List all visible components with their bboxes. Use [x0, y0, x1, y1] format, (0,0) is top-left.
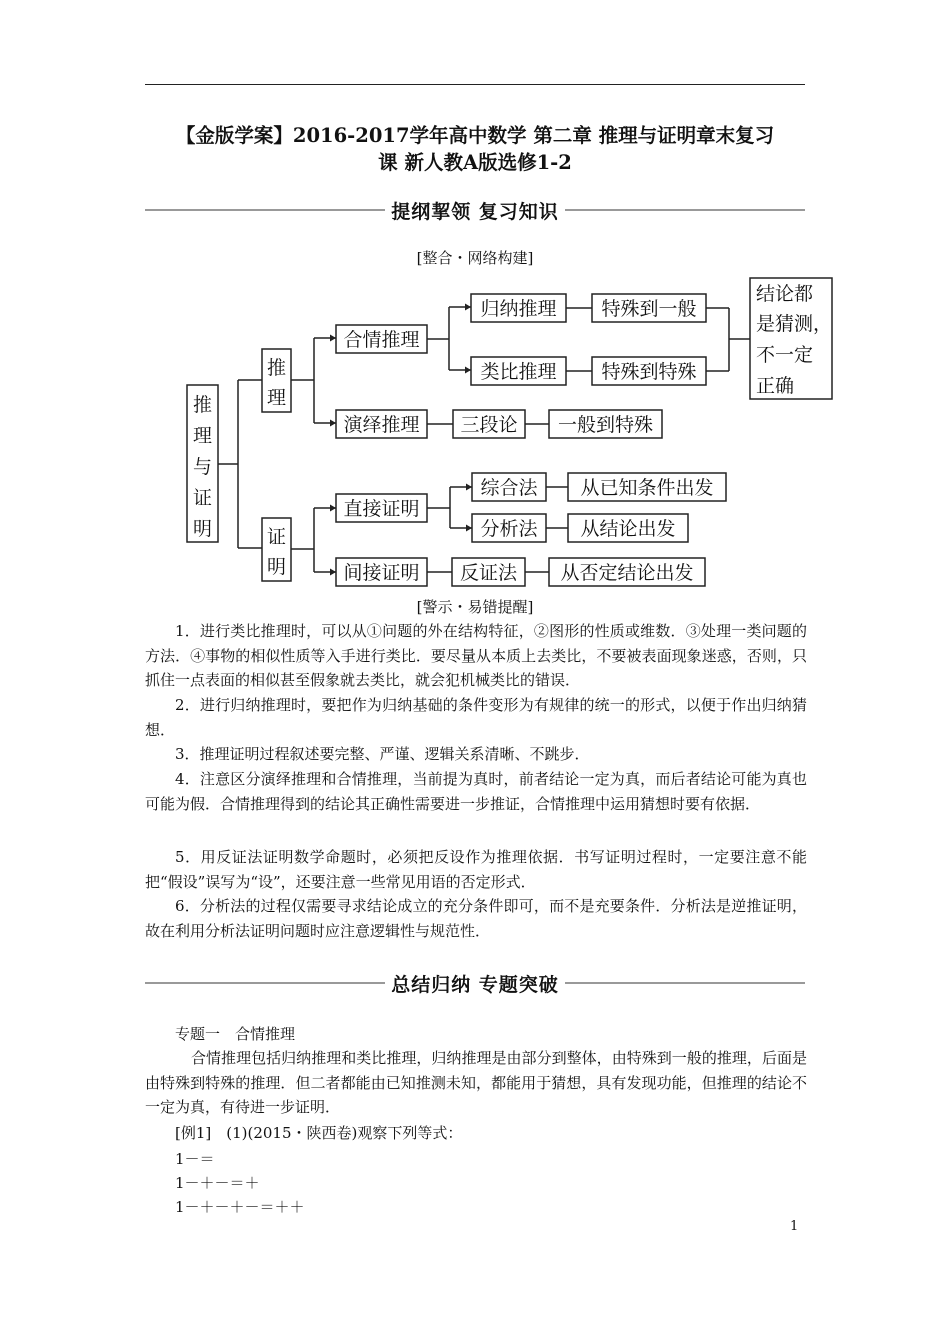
conclusion-note-line-2: 是猜测， — [756, 313, 833, 335]
special-to-special-label: 特殊到特殊 — [601, 361, 697, 383]
conclusion-note-line-4: 正确 — [756, 375, 795, 397]
heading-rule-right — [565, 982, 805, 984]
reasoning-char-2: 理 — [266, 387, 287, 409]
section-heading-summary — [145, 968, 805, 998]
proof-char-2: 明 — [266, 556, 287, 578]
warning-item-1: 1．进行类比推理时，可以从①问题的外在结构特征，②图形的性质或维数．③处理一类问题的方法．④事物的相似性质等入手进行类比．要尽量从本质上去类比，不要被表面现象迷惑，否则，只抓住一点表面的相似甚至假象就去类比，就会犯机械类比的错误． — [145, 622, 807, 689]
warning-item-3: 3．推理证明过程叙述要完整、严谨、逻辑关系清晰、不跳步． — [175, 745, 590, 763]
section-heading-text: 提纲挈领 复习知识 — [391, 200, 559, 223]
root-char-3: 与 — [192, 456, 213, 478]
heading-rule-left — [145, 982, 385, 984]
root-char-4: 证 — [192, 487, 213, 509]
warning-item-6: 6．分析法的过程仅需要寻求结论成立的充分条件即可，而不是充要条件．分析法是逆推证明，故在利用分析法证明问题时应注意逻辑性与规范性． — [145, 897, 807, 940]
equation-3: 1－＋－＋－＝＋＋ — [175, 1198, 305, 1216]
analytic-method-label: 分析法 — [480, 518, 538, 540]
root-char-2: 理 — [192, 425, 213, 447]
equation-2: 1－＋－＝＋ — [175, 1174, 260, 1192]
direct-proof-label: 直接证明 — [343, 498, 420, 520]
root-char-1: 推 — [192, 394, 213, 416]
conclusion-note-line-1: 结论都 — [756, 283, 814, 305]
indirect-proof-label: 间接证明 — [343, 562, 420, 584]
conclusion-note-line-3: 不一定 — [756, 344, 814, 366]
equation-1: 1－＝ — [175, 1150, 215, 1168]
contradiction-method-label: 反证法 — [459, 562, 518, 584]
deductive-label: 演绎推理 — [343, 414, 420, 436]
from-known-label: 从已知条件出发 — [580, 477, 714, 499]
plausible-label: 合情推理 — [343, 329, 420, 351]
document-title-line-2: 课 新人教A版选修1-2 — [378, 151, 572, 174]
syllogism-label: 三段论 — [460, 414, 518, 436]
from-conclusion-label: 从结论出发 — [580, 518, 676, 540]
topic-intro-paragraph: 合情推理包括归纳推理和类比推理，归纳推理是由部分到整体，由特殊到一般的推理，后面是由特殊到特殊的推理．但二者都能由已知推测未知，都能用于猜想，具有发现功能，但推理的结论不一定为真，有待进一步证明． — [145, 1049, 807, 1116]
section-heading-text: 总结归纳 专题突破 — [391, 973, 559, 996]
document-title-line-1: 【金版学案】2016-2017学年高中数学 第二章 推理与证明章末复习 — [175, 124, 775, 147]
knowledge-network-diagram — [0, 0, 950, 600]
special-to-general-label: 特殊到一般 — [601, 298, 697, 320]
proof-char-1: 证 — [266, 526, 287, 548]
synthetic-method-label: 综合法 — [480, 477, 538, 499]
warning-item-2: 2．进行归纳推理时，要把作为归纳基础的条件变形为有规律的统一的形式，以便于作出归纳猜想． — [145, 696, 807, 739]
inductive-label: 归纳推理 — [480, 298, 557, 320]
page-number: 1 — [790, 1219, 799, 1234]
warning-item-5: 5．用反证法证明数学命题时，必须把反设作为推理依据．书写证明过程时，一定要注意不能把“假设”误写为“设”，还要注意一些常见用语的否定形式． — [145, 848, 807, 891]
topic-heading: 专题一 合情推理 — [175, 1025, 296, 1043]
warning-subheading: [警示・易错提醒] — [416, 598, 534, 616]
analogical-label: 类比推理 — [480, 361, 557, 383]
root-char-5: 明 — [192, 518, 213, 540]
network-subheading: [整合・网络构建] — [416, 249, 534, 267]
warning-item-4: 4．注意区分演绎推理和合情推理，当前提为真时，前者结论一定为真，而后者结论可能为真也可能为假．合情推理得到的结论其正确性需要进一步推证，合情推理中运用猜想时要有依据． — [145, 770, 807, 813]
from-negation-label: 从否定结论出发 — [560, 562, 694, 584]
reasoning-char-1: 推 — [266, 357, 287, 379]
example-heading: [例1] (1)(2015・陕西卷)观察下列等式： — [175, 1124, 463, 1142]
general-to-special-label: 一般到特殊 — [557, 414, 654, 436]
